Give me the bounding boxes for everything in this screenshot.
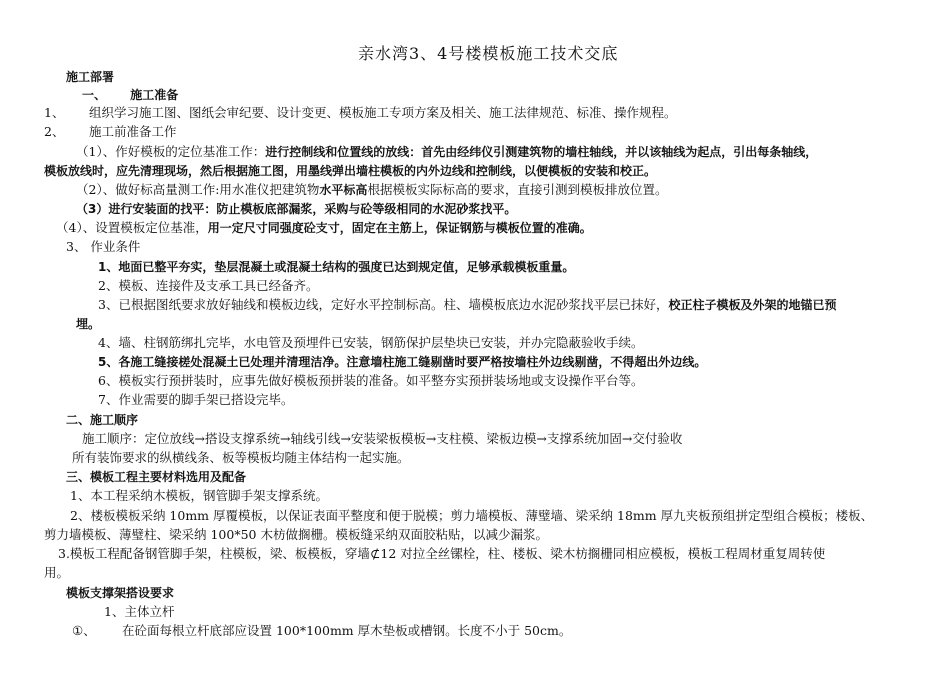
requirement-1: 1、主体立杆 [104, 604, 175, 619]
material-1: 1、本工程采纳木模板，钢管脚手架支撑系统。 [70, 488, 328, 503]
para-2-2-tail: 根据模板实际标高的要求，直接引测到模板排放位置。 [367, 182, 668, 197]
para-2-3: （3）进行安装面的找平：防止模板底部漏浆，采购与砼等级相同的水泥砂浆找平。 [76, 202, 517, 216]
requirement-2-text: 在砼面每根立杆底部应设置 100*100mm 厚木垫板或槽钢。长度不小于 50cm。 [122, 623, 572, 638]
para-2-2 [76, 181, 667, 199]
material-3: 3.模板工程配备钢管脚手架，柱模板，梁、板模板，穿墙⊄12 对拉全丝镙栓，柱、楼板、梁木枋搁栅同相应模板，模板工程周材重复周转使 [58, 546, 826, 561]
para-2-1-bold: 进行控制线和位置线的放线：首先由经纬仪引测建筑物的墙柱轴线，并以该轴线为起点，引出每条轴线， [265, 145, 818, 159]
doc-title: 亲水湾3、4号楼模板施工技术交底 [358, 44, 619, 63]
condition-3-bold: 校正柱子模板及外架的地锚已预 [668, 298, 837, 312]
requirement-2-number: ①、 [72, 623, 96, 638]
para-1 [44, 104, 677, 122]
para-1-text: 组织学习施工图、图纸会审纪要、设计变更、模板施工专项方案及相关、施工法律规范、标准、操作规程。 [89, 105, 677, 120]
condition-3-lead: 3、已根据图纸要求放好轴线和模板边线，定好水平控制标高。柱、墙模板底边水泥砂浆找平层已抹好， [98, 297, 669, 312]
sequence-note: 所有装饰要求的纵横线条、板等模板均随主体结构一起实施。 [72, 450, 410, 465]
sequence-text: 施工顺序：定位放线→搭设支撑系统→轴线引线→安装梁板模板→支柱模、梁板边模→支撑系统加固→交付验收 [82, 431, 683, 446]
section-3-conditions-title: 3、 作业条件 [66, 239, 141, 254]
para-2-1 [76, 143, 817, 161]
material-3-cont: 用。 [44, 565, 70, 580]
section-1-heading [82, 86, 178, 104]
condition-3 [98, 296, 836, 314]
condition-6: 6、模板实行预拼装时，应事先做好模板预拼装的准备。如平整夯实预拼装场地或支设操作平台等。 [98, 373, 644, 388]
material-2-cont: 剪力墙模板、薄璧柱、梁采纳 100*50 木枋做搁栅。模板缝采纳双面胶粘贴，以减少漏浆。 [44, 527, 548, 542]
para-2 [44, 123, 177, 141]
section-1-number: 一、 [82, 88, 107, 102]
para-2-2-bold: 水平标高 [319, 183, 368, 197]
para-1-number: 1、 [44, 105, 65, 120]
condition-5: 5、各施工缝接槎处混凝土已处理并清理洁净。注意墙柱施工缝剔凿时要严格按墙柱外边线剔凿，不得超出外边线。 [98, 355, 707, 369]
section-1-title: 施工准备 [130, 88, 179, 102]
requirement-2 [72, 622, 572, 640]
condition-1: 1、地面已整平夯实，垫层混凝土或混凝土结构的强度已达到规定值，足够承载模板重量。 [98, 260, 575, 274]
section-4-heading: 模板支撑架搭设要求 [66, 586, 175, 600]
section-3-heading: 三、模板工程主要材料选用及配备 [66, 470, 247, 484]
section-2-heading: 二、施工顺序 [66, 413, 139, 427]
para-2-4-bold: 用一定尺寸同强度砼支寸，固定在主筋上，保证钢筋与模板位置的准确。 [207, 221, 592, 235]
material-2: 2、楼板模板采纳 10mm 厚覆模板，以保证表面平整度和便于脱模；剪力墙模板、薄璧墙、梁采纳 18mm 厚九夹板预组拼定型组合模板；楼板、 [70, 508, 874, 523]
condition-4: 4、墙、柱钢筋绑扎完毕，水电管及预埋件已安装，钢筋保护层垫块已安装，并办完隐蔽验收手续。 [98, 335, 644, 350]
para-2-4-lead: （4）、设置模板定位基准， [56, 220, 208, 235]
para-2-2-lead: （2）、做好标高量测工作:用水准仪把建筑物 [76, 182, 320, 197]
para-2-1-cont: 模板放线时，应先清理现场，然后根据施工图，用墨线弹出墙柱模板的内外边线和控制线，以便模板的安装和校正。 [44, 164, 657, 178]
para-2-number: 2、 [44, 124, 65, 139]
para-2-1-lead: （1）、作好模板的定位基准工作： [76, 144, 266, 159]
para-2-text: 施工前准备工作 [89, 124, 177, 139]
heading-deploy: 施工部署 [66, 70, 115, 84]
condition-2: 2、模板、连接件及支承工具已经备齐。 [98, 278, 319, 293]
condition-3-cont: 埋。 [76, 317, 101, 331]
para-2-4 [56, 219, 592, 237]
condition-7: 7、作业需要的脚手架已搭设完毕。 [98, 392, 294, 407]
